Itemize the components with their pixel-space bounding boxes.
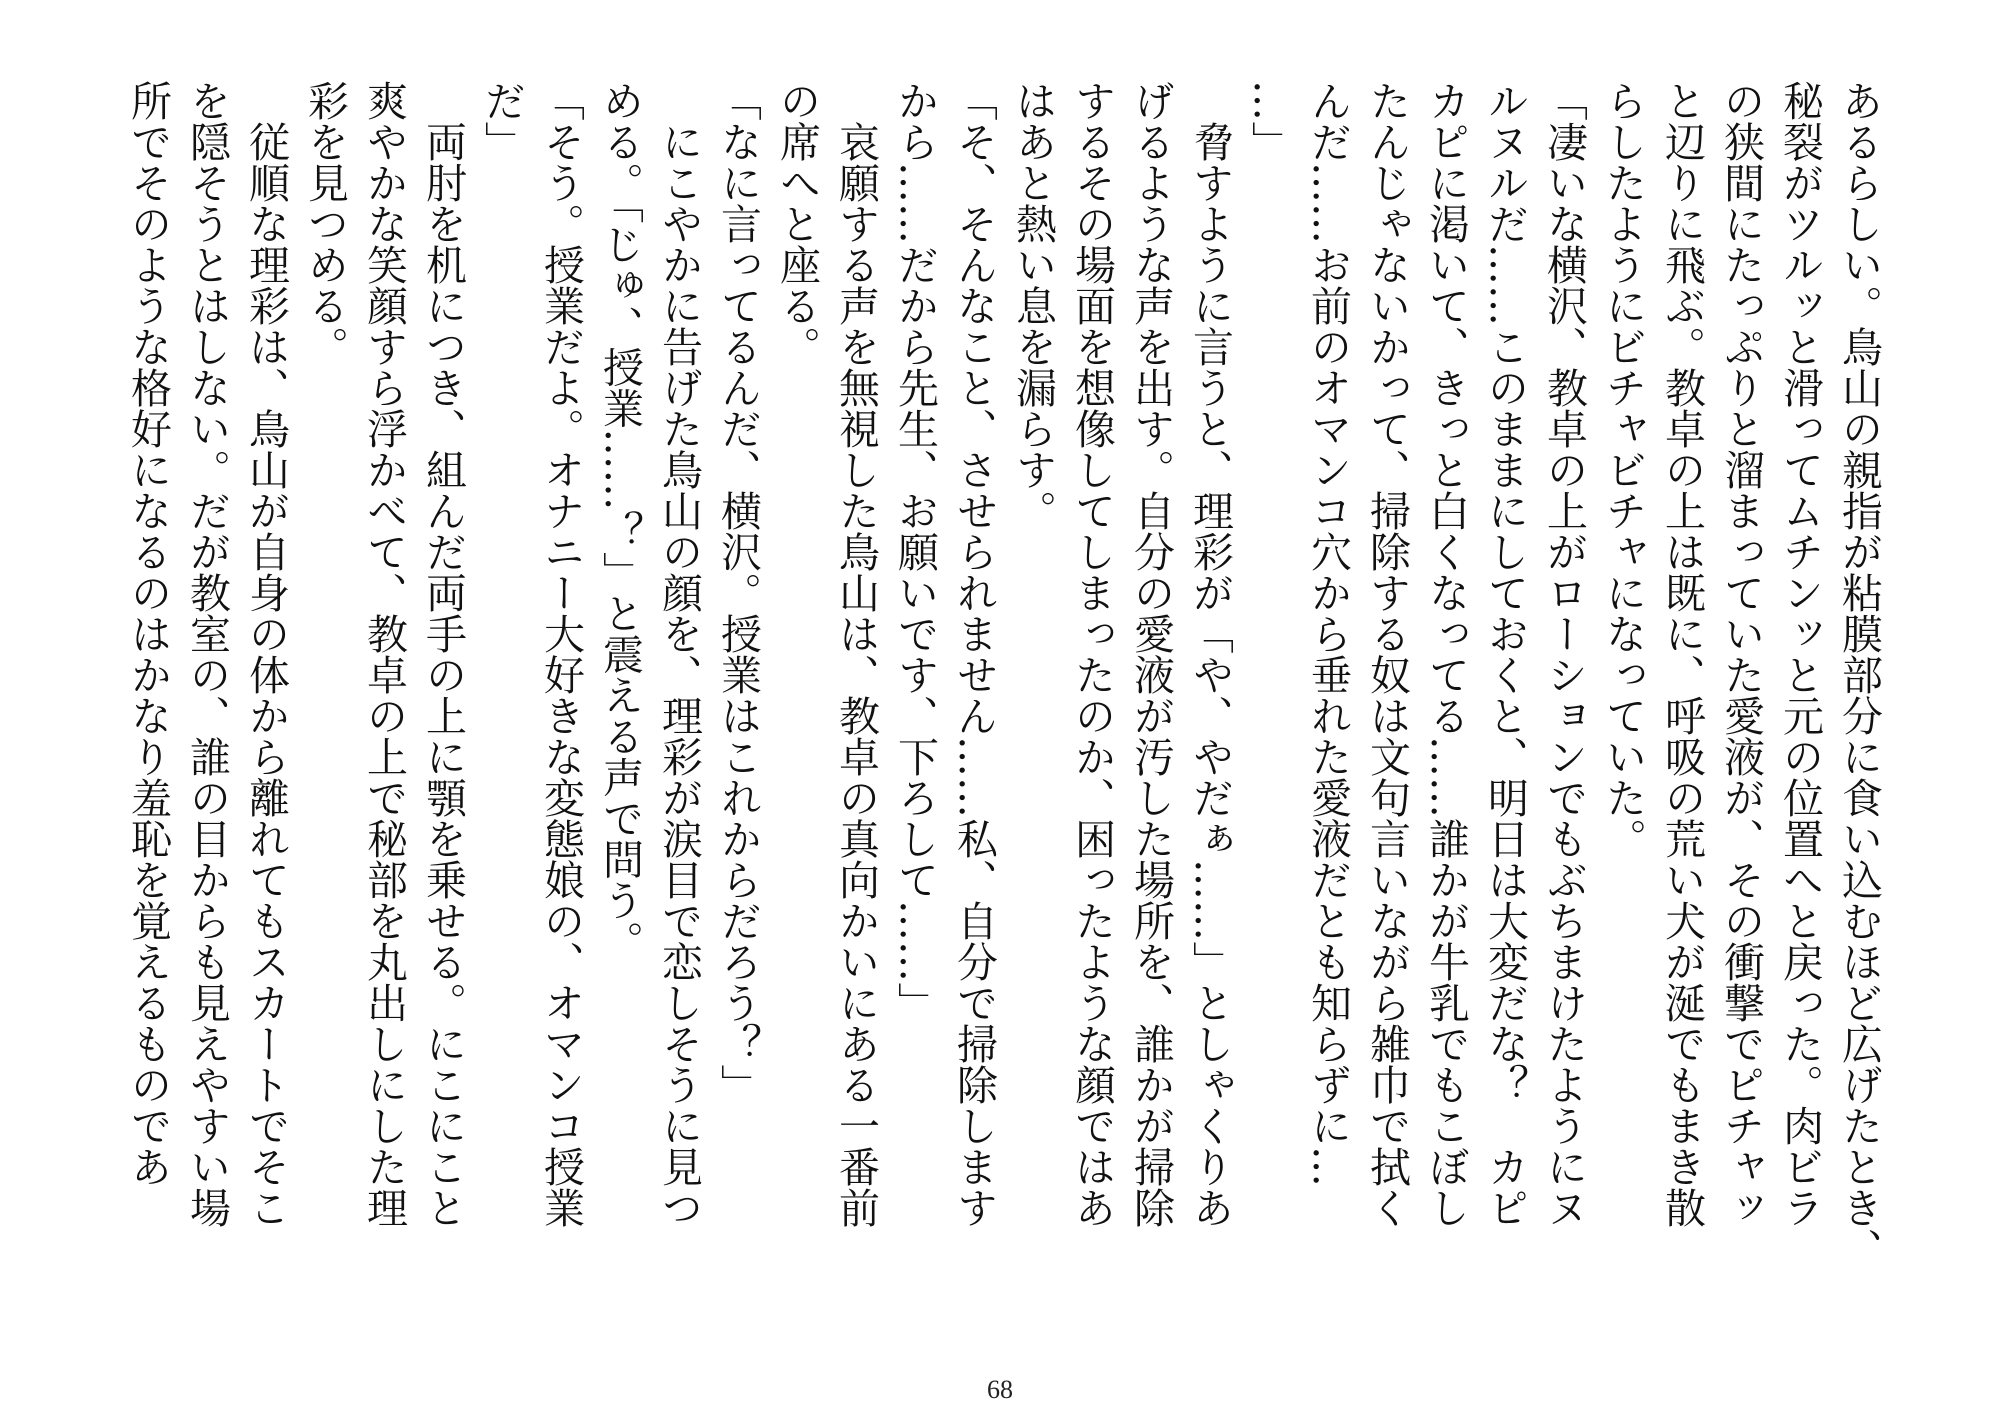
text-line: 「そう。授業だよ。オナニー大好きな変態娘の、オマンコ授業 <box>537 80 585 1228</box>
text-line: の席へと座る。 <box>773 80 821 367</box>
text-line: 「凄いな横沢、教卓の上がローションでもぶちまけたようにヌ <box>1540 80 1588 1228</box>
text-line: するその場面を想像してしまったのか、困ったような顔ではあ <box>1068 80 1116 1228</box>
text-line: 脅すように言うと、理彩が「や、やだぁ……」としゃくりあ <box>1186 80 1234 1228</box>
text-line: める。「じゅ、授業……？」と震える声で問う。 <box>596 80 644 962</box>
text-line: 「なに言ってるんだ、横沢。授業はこれからだろう？」 <box>714 80 762 1105</box>
text-line: を隠そうとはしない。だが教室の、誰の目からも見えやすい場 <box>183 80 231 1228</box>
body-text <box>118 80 1888 1320</box>
text-line: げるような声を出す。自分の愛液が汚した場所を、誰かが掃除 <box>1127 80 1175 1228</box>
text-line: 従順な理彩は、鳥山が自身の体から離れてもスカートでそこ <box>242 80 290 1228</box>
text-line: 所でそのような格好になるのはかなり羞恥を覚えるものであ <box>124 80 172 1187</box>
text-line: 哀願する声を無視した鳥山は、教卓の真向かいにある一番前 <box>832 80 880 1228</box>
text-line: んだ……お前のオマンコ穴から垂れた愛液だとも知らずに… <box>1304 80 1352 1187</box>
text-line: カピに渇いて、きっと白くなってる……誰かが牛乳でもこぼし <box>1422 80 1470 1228</box>
text-line: の狭間にたっぷりと溜まっていた愛液が、その衝撃でピチャッ <box>1717 80 1765 1228</box>
text-line: 秘裂がツルッと滑ってムチンッと元の位置へと戻った。肉ビラ <box>1776 80 1824 1228</box>
page-number: 68 <box>987 1375 1013 1404</box>
text-line: 「そ、そんなこと、させられません……私、自分で掃除します <box>950 80 998 1228</box>
text-line: にこやかに告げた鳥山の顔を、理彩が涙目で恋しそうに見つ <box>655 80 703 1228</box>
text-line: ルヌルだ……このままにしておくと、明日は大変だな？ カピ <box>1481 80 1529 1228</box>
text-line: だ」 <box>478 80 526 162</box>
text-line: たんじゃないかって、掃除する奴は文句言いながら雑巾で拭く <box>1363 80 1411 1228</box>
text-line: …」 <box>1245 80 1293 162</box>
text-line: から……だから先生、お願いです、下ろして……」 <box>891 80 939 1023</box>
text-line: と辺りに飛ぶ。教卓の上は既に、呼吸の荒い犬が涎でもまき散 <box>1658 80 1706 1228</box>
text-line: あるらしい。鳥山の親指が粘膜部分に食い込むほど広げたとき、 <box>1835 80 1883 1269</box>
text-line: 両肘を机につき、組んだ両手の上に顎を乗せる。にこにこと <box>419 80 467 1228</box>
text-line: 彩を見つめる。 <box>301 80 349 367</box>
text-line: らしたようにビチャビチャになっていた。 <box>1599 80 1647 859</box>
text-line: はあと熱い息を漏らす。 <box>1009 80 1057 531</box>
text-line: 爽やかな笑顔すら浮かべて、教卓の上で秘部を丸出しにした理 <box>360 80 408 1228</box>
